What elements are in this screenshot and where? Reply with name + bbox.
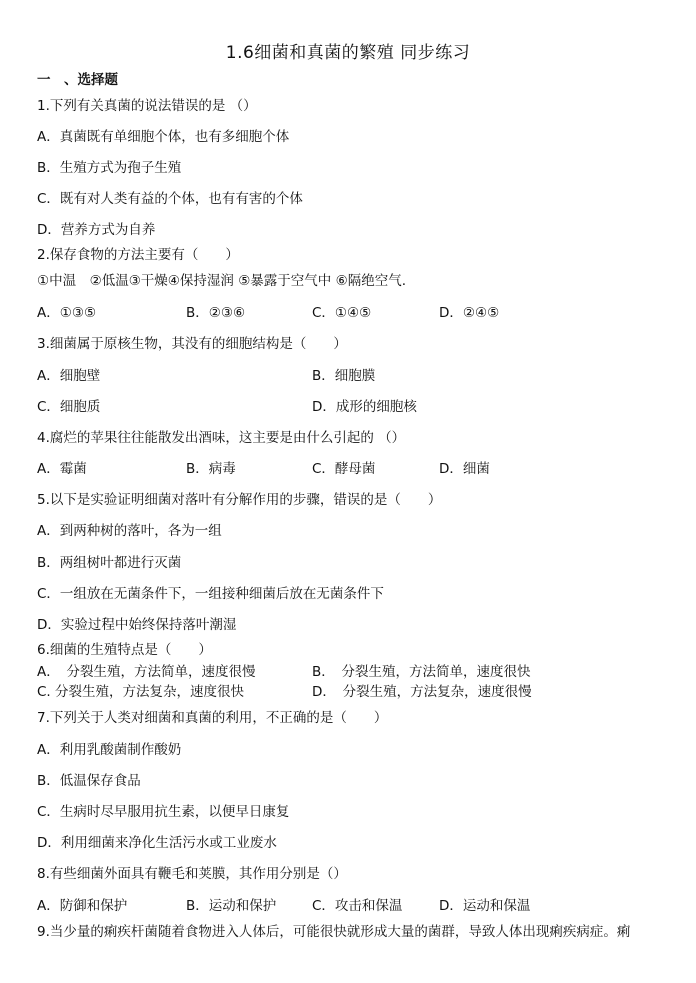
- question-3-option-a: A．细胞壁: [37, 368, 101, 384]
- question-2-option-c: C．①④⑤: [312, 305, 372, 321]
- question-8-option-d: D．运动和保温: [439, 898, 531, 914]
- question-9-stem: 9.当少量的痢疾杆菌随着食物进入人体后，可能很快就形成大量的菌群，导致人体出现痢疾病症。痢: [37, 924, 631, 940]
- question-5-option-b: B．两组树叶都进行灭菌: [37, 555, 182, 571]
- question-3-option-c: C．细胞质: [37, 399, 101, 415]
- section-heading: 一 、选择题: [37, 72, 118, 88]
- question-4-option-d: D．细菌: [439, 461, 490, 477]
- question-2-option-b: B．②③⑥: [186, 305, 246, 321]
- question-1-option-d: D．营养方式为自养: [37, 222, 156, 238]
- question-5-stem: 5.以下是实验证明细菌对落叶有分解作用的步骤，错误的是（ ）: [37, 492, 442, 508]
- question-1-option-a: A．真菌既有单细胞个体，也有多细胞个体: [37, 129, 290, 145]
- question-3-stem: 3.细菌属于原核生物，其没有的细胞结构是（ ）: [37, 336, 347, 352]
- question-2-stem: 2.保存食物的方法主要有（ ）: [37, 247, 239, 263]
- question-8-stem: 8.有些细菌外面具有鞭毛和荚膜，其作用分别是（）: [37, 866, 347, 882]
- question-8-option-c: C．攻击和保温: [312, 898, 403, 914]
- question-1-option-c: C．既有对人类有益的个体，也有有害的个体: [37, 191, 303, 207]
- question-4-option-a: A．霉菌: [37, 461, 87, 477]
- question-6-option-c: C. 分裂生殖，方法复杂，速度很快: [37, 684, 245, 700]
- question-4-option-b: B．病毒: [186, 461, 236, 477]
- question-6-option-d: D． 分裂生殖，方法复杂，速度很慢: [312, 684, 532, 700]
- question-6-stem: 6.细菌的生殖特点是（ ）: [37, 642, 212, 658]
- question-7-stem: 7.下列关于人类对细菌和真菌的利用，不正确的是（ ）: [37, 710, 388, 726]
- question-7-option-c: C．生病时尽早服用抗生素，以便早日康复: [37, 804, 290, 820]
- question-3-option-b: B．细胞膜: [312, 368, 376, 384]
- question-2-choices: ①中温 ②低温③干燥④保持湿润 ⑤暴露于空气中 ⑥隔绝空气.: [37, 273, 406, 289]
- question-1-stem: 1.下列有关真菌的说法错误的是 （）: [37, 98, 257, 114]
- question-6-option-a: A． 分裂生殖，方法简单，速度很慢: [37, 664, 256, 680]
- question-8-option-a: A．防御和保护: [37, 898, 128, 914]
- question-5-option-a: A．到两种树的落叶，各为一组: [37, 523, 222, 539]
- page-title: 1.6细菌和真菌的繁殖 同步练习: [225, 43, 471, 63]
- question-5-option-c: C．一组放在无菌条件下，一组接种细菌后放在无菌条件下: [37, 586, 384, 602]
- question-3-option-d: D．成形的细胞核: [312, 399, 417, 415]
- question-6-option-b: B． 分裂生殖，方法简单，速度很快: [312, 664, 531, 680]
- question-4-stem: 4.腐烂的苹果往往能散发出酒味，这主要是由什么引起的 （）: [37, 430, 406, 446]
- question-8-option-b: B．运动和保护: [186, 898, 277, 914]
- question-4-option-c: C．酵母菌: [312, 461, 376, 477]
- question-2-option-d: D．②④⑤: [439, 305, 500, 321]
- question-7-option-d: D．利用细菌来净化生活污水或工业废水: [37, 835, 277, 851]
- question-7-option-a: A．利用乳酸菌制作酸奶: [37, 742, 182, 758]
- question-7-option-b: B．低温保存食品: [37, 773, 141, 789]
- question-5-option-d: D．实验过程中始终保持落叶潮湿: [37, 617, 237, 633]
- question-2-option-a: A．①③⑤: [37, 305, 97, 321]
- question-1-option-b: B．生殖方式为孢子生殖: [37, 160, 182, 176]
